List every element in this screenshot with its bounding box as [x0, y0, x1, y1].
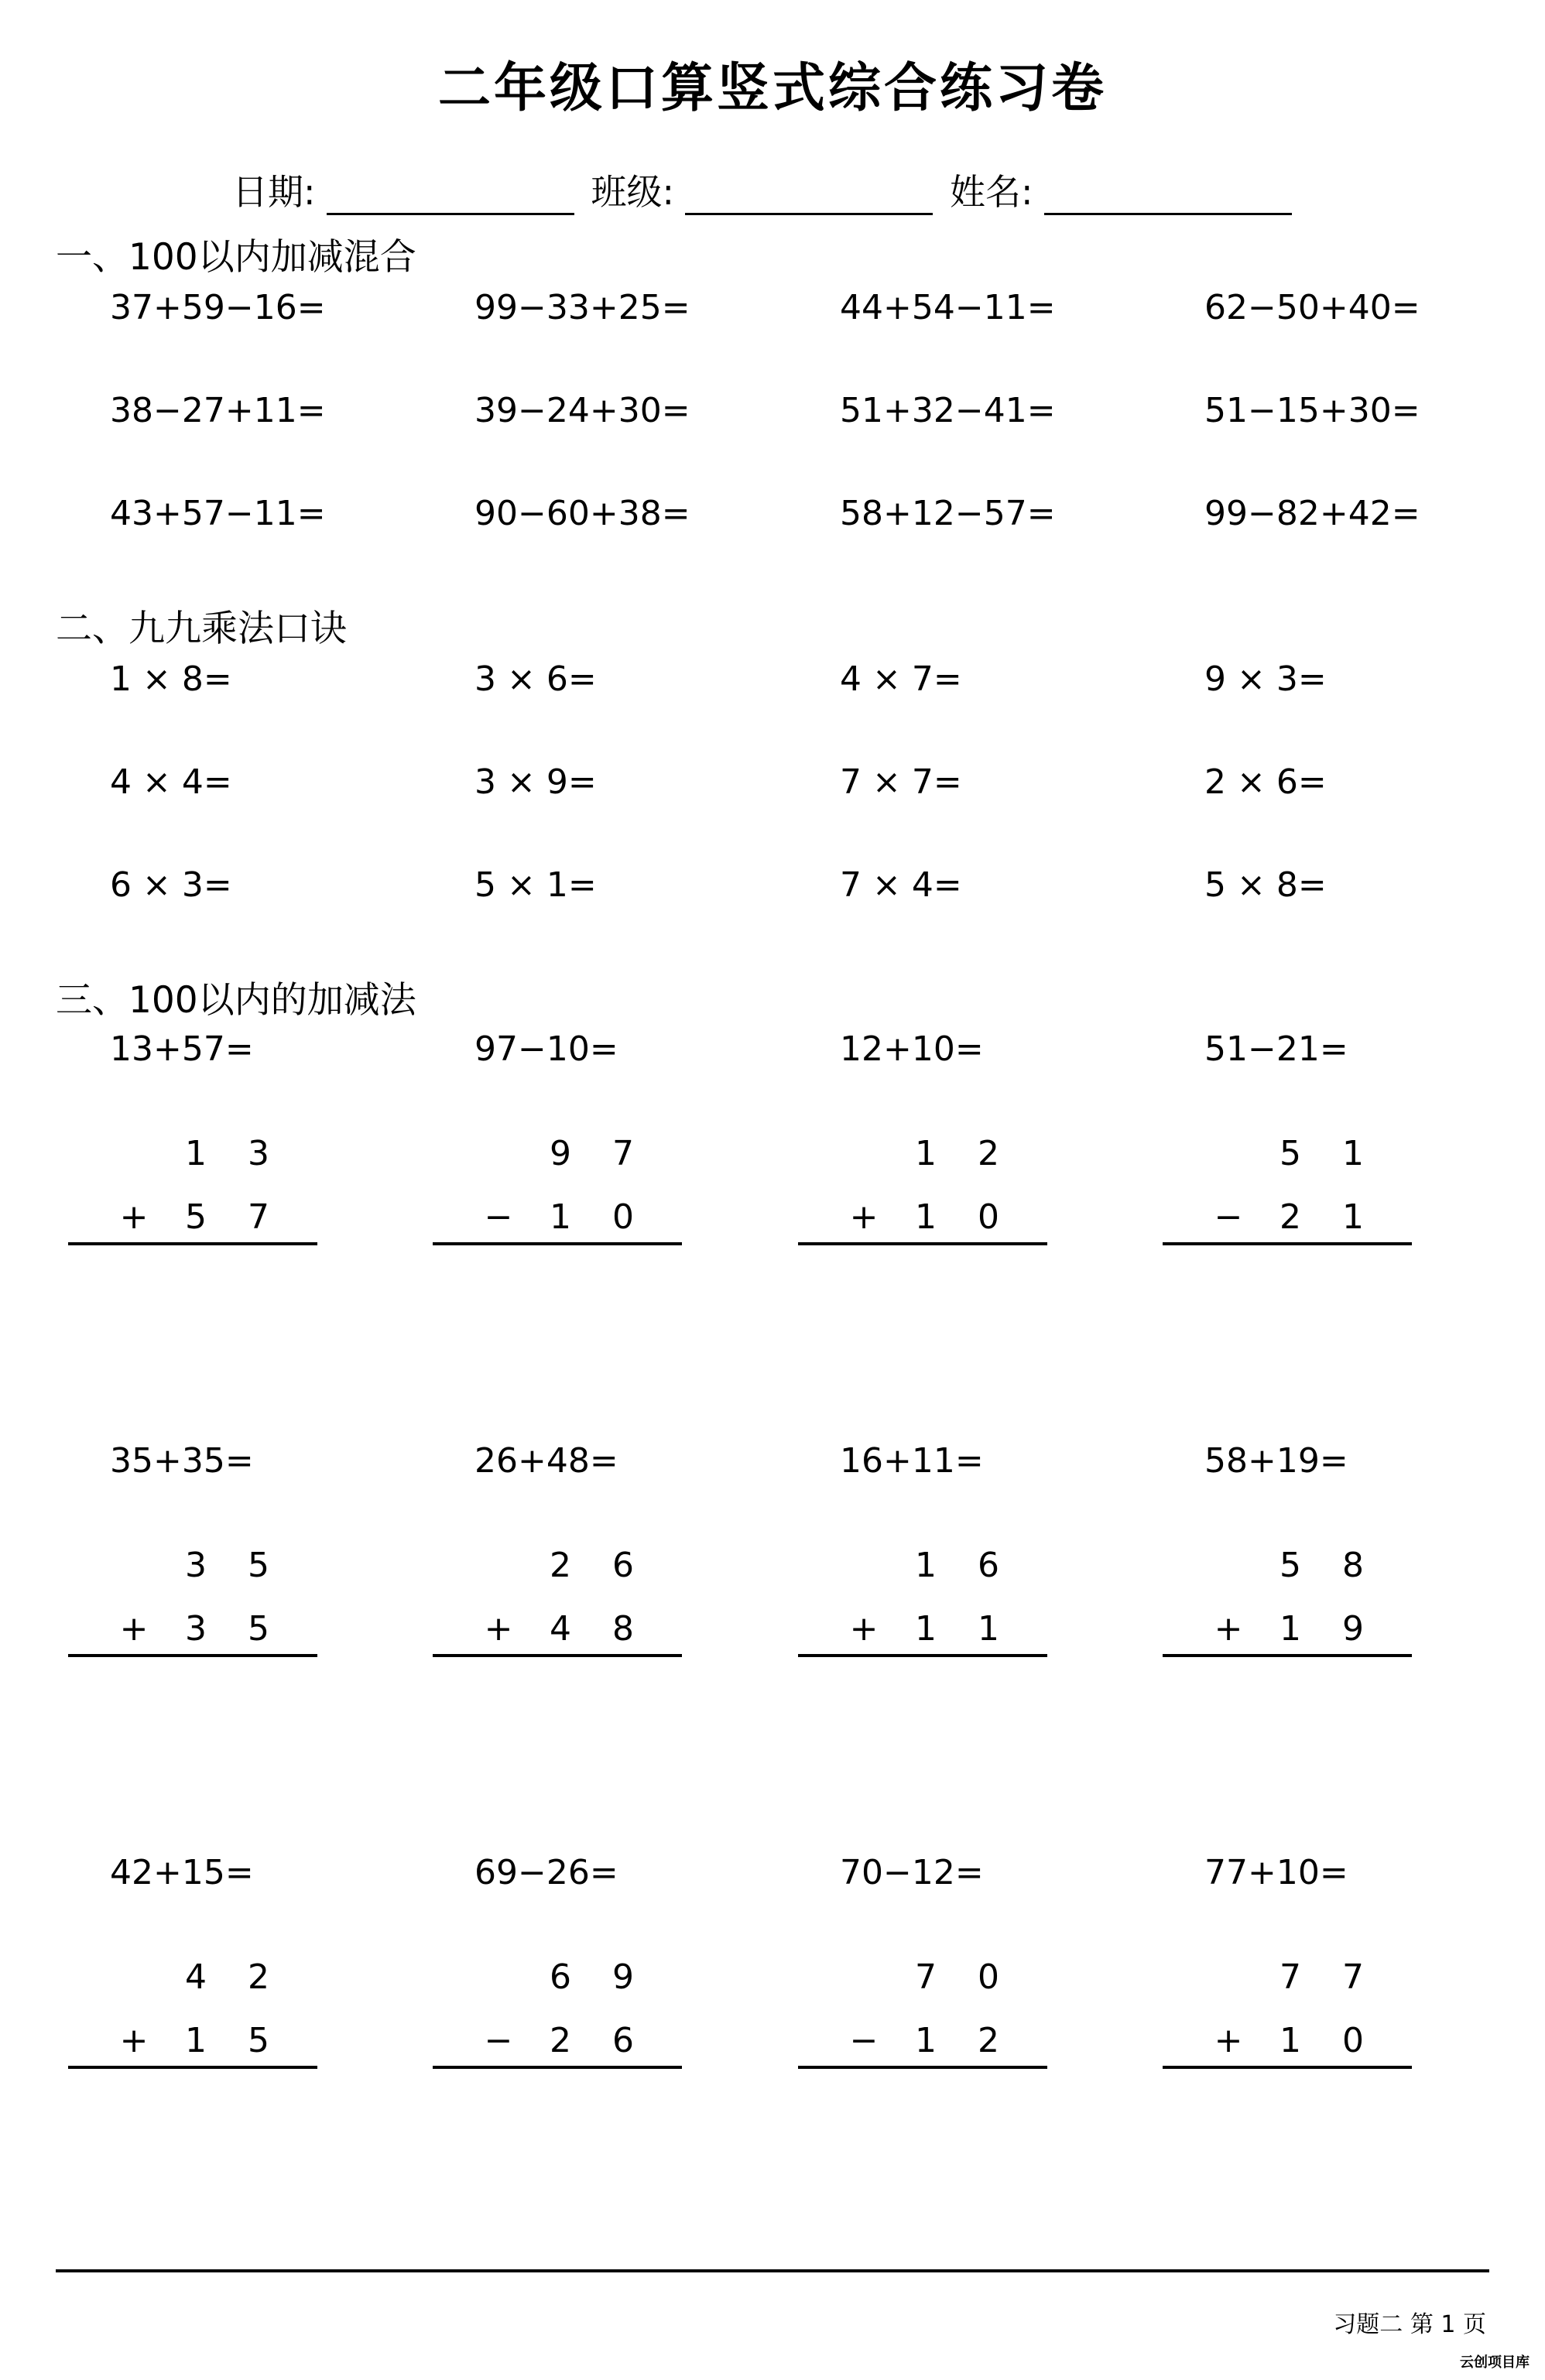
vertical-bottom-row [68, 1197, 316, 1244]
answer-line [433, 1654, 682, 1657]
vertical-top-row [433, 1546, 680, 1592]
problem-text: 37+59−16= [110, 288, 326, 327]
vertical-bottom-row [1163, 1609, 1410, 1656]
digit: 2 [978, 1134, 999, 1173]
digit: 6 [612, 1546, 634, 1585]
digit: 1 [915, 1609, 937, 1649]
date-field [232, 164, 574, 215]
digit: 1 [915, 1546, 937, 1585]
problem-expression: 58+19= [1204, 1441, 1348, 1481]
problem-text: 2 × 6= [1204, 762, 1327, 802]
problem-text: 6 × 3= [110, 865, 232, 905]
operator: − [484, 2021, 513, 2060]
class-label: 班级: [591, 171, 674, 213]
answer-line [1163, 1242, 1412, 1245]
vertical-bottom-row [798, 1609, 1046, 1656]
problem-text: 3 × 6= [474, 659, 597, 699]
digit: 1 [1342, 1134, 1364, 1173]
digit: 1 [915, 1134, 937, 1173]
answer-line [798, 1654, 1047, 1657]
class-blank[interactable] [685, 180, 933, 215]
digit: 1 [185, 1134, 207, 1173]
digit: 6 [978, 1546, 999, 1585]
digit: 7 [915, 1957, 937, 1997]
name-field [950, 164, 1292, 215]
digit: 5 [1280, 1134, 1301, 1173]
problem-text: 4 × 4= [110, 762, 232, 802]
problem-expression: 51−21= [1204, 1029, 1348, 1069]
problem-text: 51−15+30= [1204, 391, 1420, 430]
digit: 9 [1342, 1609, 1364, 1649]
problem-text: 7 × 7= [840, 762, 962, 802]
operator: − [484, 1197, 513, 1237]
vertical-top-row [68, 1546, 316, 1592]
digit: 0 [1342, 2021, 1364, 2060]
digit: 7 [612, 1134, 634, 1173]
digit: 5 [248, 1546, 269, 1585]
vertical-bottom-row [433, 1197, 680, 1244]
vertical-top-row [1163, 1957, 1410, 2004]
vertical-top-row [68, 1134, 316, 1180]
problem-text: 9 × 3= [1204, 659, 1327, 699]
problem-expression: 70−12= [840, 1853, 984, 1892]
digit: 1 [978, 1609, 999, 1649]
digit: 1 [550, 1197, 571, 1237]
answer-line [433, 2066, 682, 2069]
answer-line [798, 1242, 1047, 1245]
footer-divider [56, 2269, 1489, 2272]
digit: 9 [550, 1134, 571, 1173]
digit: 0 [612, 1197, 634, 1237]
vertical-top-row [68, 1957, 316, 2004]
problem-text: 5 × 1= [474, 865, 597, 905]
digit: 3 [185, 1546, 207, 1585]
digit: 5 [185, 1197, 207, 1237]
digit: 1 [185, 2021, 207, 2060]
digit: 7 [1280, 1957, 1301, 1997]
digit: 2 [1280, 1197, 1301, 1237]
vertical-top-row [433, 1957, 680, 2004]
vertical-bottom-row [1163, 1197, 1410, 1244]
digit: 9 [612, 1957, 634, 1997]
problem-text: 51+32−41= [840, 391, 1056, 430]
vertical-top-row [798, 1957, 1046, 2004]
name-blank[interactable] [1044, 180, 1292, 215]
problem-expression: 16+11= [840, 1441, 984, 1481]
answer-line [1163, 1654, 1412, 1657]
operator: + [1214, 2021, 1243, 2060]
vertical-bottom-row [68, 1609, 316, 1656]
operator: + [119, 1609, 149, 1649]
operator: − [849, 2021, 879, 2060]
digit: 1 [1280, 1609, 1301, 1649]
digit: 5 [1280, 1546, 1301, 1585]
vertical-bottom-row [798, 2021, 1046, 2067]
vertical-top-row [1163, 1134, 1410, 1180]
operator: + [119, 1197, 149, 1237]
problem-text: 7 × 4= [840, 865, 962, 905]
problem-text: 5 × 8= [1204, 865, 1327, 905]
problem-text: 99−82+42= [1204, 494, 1420, 533]
digit: 1 [915, 2021, 937, 2060]
problem-text: 43+57−11= [110, 494, 326, 533]
section-title-add-subtract: 三、100以内的加减法 [56, 979, 416, 1022]
page-title: 二年级口算竖式综合练习卷 [437, 58, 1107, 119]
problem-expression: 26+48= [474, 1441, 618, 1481]
class-field [591, 164, 934, 215]
operator: + [1214, 1609, 1243, 1649]
problem-text: 99−33+25= [474, 288, 690, 327]
page-footer: 习题二 第 1 页 [1333, 2311, 1486, 2338]
date-blank[interactable] [327, 180, 574, 215]
digit: 1 [1280, 2021, 1301, 2060]
answer-line [68, 1654, 317, 1657]
problem-expression: 12+10= [840, 1029, 984, 1069]
operator: + [119, 2021, 149, 2060]
digit: 7 [1342, 1957, 1364, 1997]
answer-line [1163, 2066, 1412, 2069]
info-row [232, 164, 1309, 215]
vertical-bottom-row [798, 1197, 1046, 1244]
problem-expression: 13+57= [110, 1029, 254, 1069]
answer-line [433, 1242, 682, 1245]
problem-text: 1 × 8= [110, 659, 232, 699]
problem-text: 44+54−11= [840, 288, 1056, 327]
answer-line [798, 2066, 1047, 2069]
problem-text: 4 × 7= [840, 659, 962, 699]
date-label: 日期: [232, 171, 316, 213]
digit: 1 [1342, 1197, 1364, 1237]
digit: 5 [248, 2021, 269, 2060]
digit: 4 [550, 1609, 571, 1649]
problem-text: 90−60+38= [474, 494, 690, 533]
vertical-bottom-row [68, 2021, 316, 2067]
digit: 8 [612, 1609, 634, 1649]
section-title-mixed: 一、100以内加减混合 [56, 236, 416, 279]
digit: 3 [248, 1134, 269, 1173]
digit: 0 [978, 1957, 999, 1997]
operator: + [849, 1197, 879, 1237]
vertical-top-row [1163, 1546, 1410, 1592]
vertical-top-row [798, 1134, 1046, 1180]
watermark: 云创项目库 [1460, 2354, 1530, 2371]
operator: + [849, 1609, 879, 1649]
section-title-multiplication: 二、九九乘法口诀 [56, 608, 347, 650]
problem-expression: 97−10= [474, 1029, 618, 1069]
digit: 2 [978, 2021, 999, 2060]
digit: 3 [185, 1609, 207, 1649]
digit: 8 [1342, 1546, 1364, 1585]
problem-text: 39−24+30= [474, 391, 690, 430]
name-label: 姓名: [950, 171, 1033, 213]
vertical-top-row [433, 1134, 680, 1180]
answer-line [68, 1242, 317, 1245]
problem-text: 62−50+40= [1204, 288, 1420, 327]
digit: 0 [978, 1197, 999, 1237]
problem-expression: 35+35= [110, 1441, 254, 1481]
digit: 7 [248, 1197, 269, 1237]
vertical-bottom-row [433, 2021, 680, 2067]
vertical-bottom-row [1163, 2021, 1410, 2067]
problem-text: 3 × 9= [474, 762, 597, 802]
digit: 2 [248, 1957, 269, 1997]
answer-line [68, 2066, 317, 2069]
digit: 1 [915, 1197, 937, 1237]
problem-expression: 69−26= [474, 1853, 618, 1892]
digit: 6 [612, 2021, 634, 2060]
digit: 5 [248, 1609, 269, 1649]
problem-expression: 42+15= [110, 1853, 254, 1892]
digit: 2 [550, 2021, 571, 2060]
operator: − [1214, 1197, 1243, 1237]
digit: 4 [185, 1957, 207, 1997]
vertical-top-row [798, 1546, 1046, 1592]
digit: 2 [550, 1546, 571, 1585]
problem-text: 38−27+11= [110, 391, 326, 430]
operator: + [484, 1609, 513, 1649]
problem-text: 58+12−57= [840, 494, 1056, 533]
digit: 6 [550, 1957, 571, 1997]
vertical-bottom-row [433, 1609, 680, 1656]
problem-expression: 77+10= [1204, 1853, 1348, 1892]
